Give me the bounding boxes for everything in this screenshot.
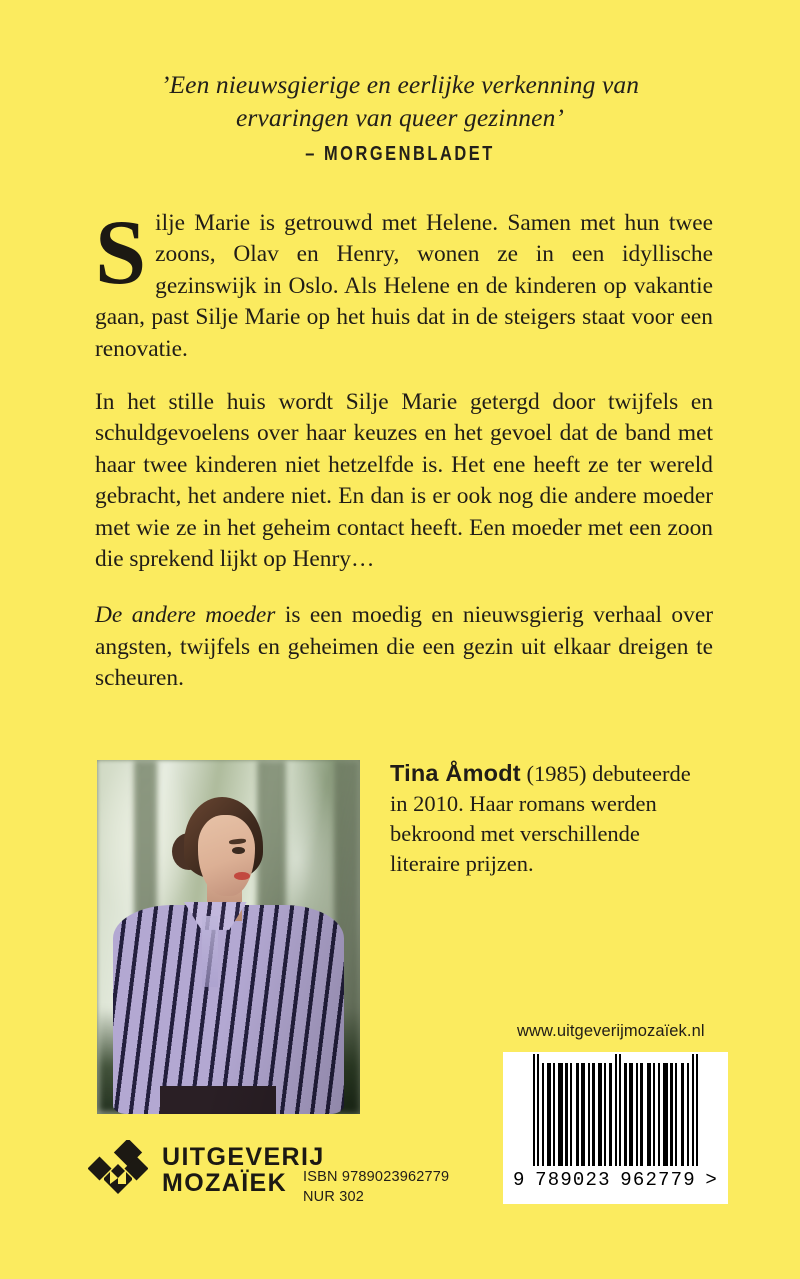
drop-cap: S	[95, 201, 147, 303]
author-photo	[97, 760, 360, 1114]
author-bio-text: (1985) debuteerde in 2010. Haar romans werden bekroond met verschillende literaire prijzen.	[390, 761, 691, 876]
isbn-number: ISBN 9789023962779	[303, 1169, 450, 1185]
nur-code: NUR 302	[303, 1189, 365, 1205]
publisher-logo	[88, 1140, 325, 1200]
barcode-digit-group-2: 962779	[620, 1169, 696, 1191]
blurb-paragraph-3	[95, 600, 713, 694]
isbn-barcode	[503, 1052, 728, 1204]
blurb-paragraph-1	[95, 201, 713, 365]
isbn-block	[303, 1167, 449, 1207]
blurb-paragraph-2: In het stille huis wordt Silje Marie getergd door twijfels en schuldgevoelens over haar keuzes en het gevoel dat de band met haar twee kinderen niet hetzelfde is. Het ene heeft ze ter wereld gebracht, het andere niet. En dan is er ook nog die andere moeder met wie ze in het geheim contact heeft. Een moeder met een zoon die sprekend lijkt op Henry…	[95, 389, 713, 573]
mozaiek-diamond-icon	[88, 1140, 148, 1200]
barcode-digits	[513, 1169, 718, 1191]
author-name: Tina Åmodt	[390, 760, 521, 786]
publisher-wordmark-line-1: UITGEVERIJ	[162, 1143, 325, 1171]
photo-vignette	[97, 760, 360, 1114]
barcode-digit-group-1: 789023	[535, 1169, 611, 1191]
book-title-mention: De andere moeder	[95, 602, 276, 629]
pull-quote-line-1: ’Een nieuwsgierige en eerlijke verkenning van	[160, 70, 640, 99]
pull-quote	[90, 68, 710, 166]
pull-quote-source: – MORGENBLADET	[305, 143, 495, 165]
publisher-wordmark-line-2: MOZAÏEK	[162, 1169, 288, 1197]
author-bio	[390, 758, 712, 879]
barcode-digit-right: >	[705, 1169, 718, 1191]
barcode-bars	[533, 1063, 698, 1166]
blurb-text	[95, 201, 713, 695]
blurb-paragraph-3-text: is een moedig en nieuwsgierig verhaal over angsten, twijfels en geheimen die een gezin uit elkaar dreigen te scheuren.	[95, 602, 713, 692]
blurb-paragraph-1-text: ilje Marie is getrouwd met Helene. Samen met hun twee zoons, Olav en Henry, wonen ze in een idyllische gezinswijk in Oslo. Als Helene en de kinderen op vakantie gaan, past Silje Marie op het huis dat in de steigers staat voor een renovatie.	[95, 210, 713, 362]
barcode-digit-left: 9	[513, 1169, 526, 1191]
publisher-wordmark	[162, 1144, 325, 1196]
publisher-website[interactable]: www.uitgeverijmozaïek.nl	[517, 1022, 705, 1040]
pull-quote-line-2: ervaringen van queer gezinnen’	[235, 103, 565, 132]
